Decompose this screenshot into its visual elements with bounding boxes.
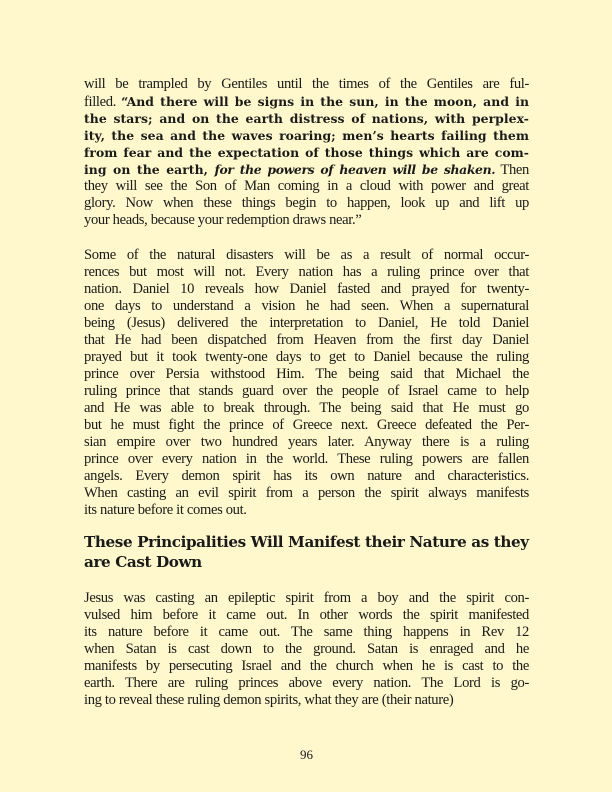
text-line: when Satan is cast down to the ground. Satan is enraged and he [84,641,529,657]
text-line: Jesus was casting an epileptic spirit from a boy and the spirit con- [84,590,529,606]
text-line: being (Jesus) delivered the interpretation to Daniel, He told Daniel [84,315,529,331]
bold-quote: the stars; and on the earth distress of nations, with perplex- [84,111,529,126]
text-line [84,144,529,161]
bold-quote: “And there will be signs in the sun, in the moon, and in [121,94,530,109]
text-line: prince over Persia withstood Him. The being said that Michael the [84,366,529,382]
text-line: that He had been dispatched from Heaven from the first day Daniel [84,332,529,348]
text-line: one days to understand a vision he had seen. When a supernatural [84,298,529,314]
text-line: prince over every nation in the world. These ruling powers are fallen [84,451,529,467]
section-heading-line-1: These Principalities Will Manifest their Nature as they [84,533,529,551]
text-line [84,127,529,144]
text-line: but he must fight the prince of Greece next. Greece defeated the Per- [84,417,529,433]
text-line: its nature before it comes out. [84,502,247,518]
text-line: sian empire over two hundred years later. Anyway there is a ruling [84,434,529,450]
bold-quote: ing on the earth, [84,162,215,177]
text-line: its nature before it came out. The same thing happens in Rev 12 [84,624,529,640]
section-heading-line-2: are Cast Down [84,553,202,571]
text-line: ing on the earth, for the powers of heaven will be shaken. Then [84,162,529,178]
text-line: filled. “And there will be signs in the sun, in the moon, and in [84,94,530,110]
bold-italic-quote: for the powers of heaven will be shaken. [214,162,496,177]
text-line: prayed but it took twenty-one days to get to Daniel because the ruling [84,349,529,365]
text-line: manifests by persecuting Israel and the church when he is cast to the [84,658,529,674]
text-line: they will see the Son of Man coming in a cloud with power and great [84,178,529,194]
text-line: Some of the natural disasters will be as a result of normal occur- [84,247,529,263]
page-number: 96 [300,747,313,762]
text-line: ing to reveal these ruling demon spirits, what they are (their nature) [84,692,454,708]
text-line: your heads, because your redemption draws near.” [84,212,362,228]
text-line: ruling prince that stands guard over the people of Israel came to help [84,383,529,399]
text-line: will be trampled by Gentiles until the times of the Gentiles are ful- [84,76,529,92]
text-line: rences but most will not. Every nation has a ruling prince over that [84,264,529,280]
text-line: nation. Daniel 10 reveals how Daniel fasted and prayed for twenty- [84,281,529,297]
text-line [84,110,529,127]
text-line: angels. Every demon spirit has its own nature and characteristics. [84,468,529,484]
text-line: earth. There are ruling princes above every nation. The Lord is go- [84,675,529,691]
text-line: and He was able to break through. The being said that He must go [84,400,529,416]
text-line: When casting an evil spirit from a person the spirit always manifests [84,485,529,501]
bold-quote: from fear and the expectation of those things which are com- [84,145,529,160]
bold-quote: ity, the sea and the waves roaring; men’s hearts failing them [84,128,529,143]
text-line: glory. Now when these things begin to happen, look up and lift up [84,195,529,211]
text-line: vulsed him before it came out. In other words the spirit manifested [84,607,529,623]
